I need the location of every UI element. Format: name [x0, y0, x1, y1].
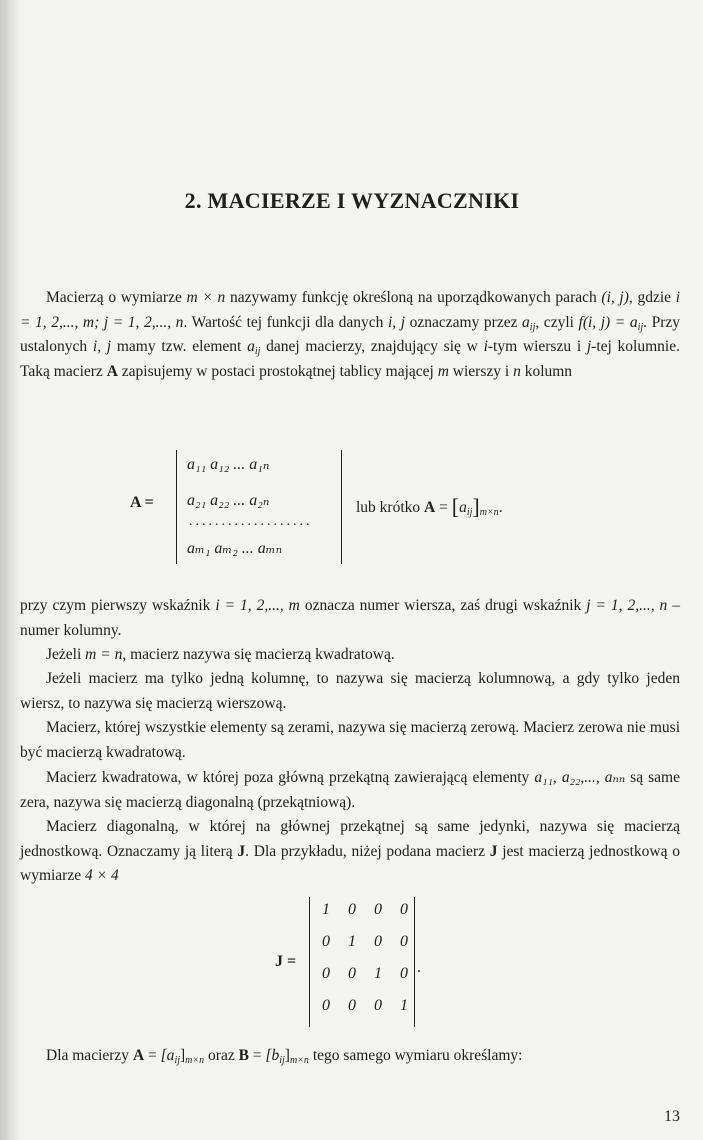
- math-sub: ij: [529, 321, 536, 333]
- matrix-a-row-2: a₂₁ a₂₂ ... a₂ₙ: [187, 492, 270, 509]
- text: =: [435, 499, 452, 516]
- matrix-j-row: 0 1 0 0: [322, 933, 415, 950]
- math-ij: i, j: [387, 313, 406, 331]
- scan-edge-shadow: [0, 0, 22, 1140]
- text: zapisujemy w postaci prostokątnej tablicy mającej: [117, 362, 438, 380]
- text: oznaczamy przez: [405, 313, 523, 331]
- text: oraz: [204, 1047, 239, 1064]
- math-b: [b: [265, 1047, 280, 1064]
- math-m-eq-n: m = n: [85, 646, 123, 663]
- matrix-j-row: 0 0 0 1: [322, 997, 415, 1014]
- matrix-j-row: 0 0 1 0: [322, 965, 415, 982]
- math-ij: i, j: [92, 338, 112, 356]
- text: -tym wierszu i: [487, 338, 587, 356]
- math-j-range: j = 1, 2,..., n: [586, 597, 668, 614]
- math-j: j: [586, 338, 592, 356]
- math-sub: ij: [637, 321, 644, 333]
- math-n: n: [513, 362, 521, 380]
- book-page: [20, 0, 684, 1140]
- math-fij: f(i, j) = a: [578, 313, 638, 331]
- math-sub: ij: [279, 1055, 285, 1066]
- math-sub: ij: [254, 346, 261, 358]
- math-dims-sub: m×n: [289, 1055, 309, 1066]
- matrix-j-row: 1 0 0 0: [322, 901, 415, 918]
- math-matrix-j: J: [489, 842, 498, 860]
- math-matrix-a: A: [424, 499, 436, 516]
- math-a: a: [459, 499, 467, 516]
- paragraph-identity: [20, 815, 680, 889]
- matrix-j-lhs: J =: [275, 953, 297, 970]
- text: danej macierzy, znajdujący się w: [260, 338, 484, 356]
- text: Jeżeli: [46, 646, 86, 663]
- math-a: a: [522, 313, 530, 331]
- bracket-open: [: [451, 494, 460, 519]
- text: oznacza numer wiersza, zaś drugi wskaźnik: [299, 597, 587, 614]
- math-matrix-a: A: [132, 1047, 145, 1064]
- text: . Przy ustalonych: [20, 313, 681, 356]
- text: lub krótko: [356, 499, 425, 516]
- text: =: [144, 1047, 161, 1064]
- paragraph-definition: [20, 286, 680, 384]
- math-i-range: i = 1, 2,..., m: [215, 597, 300, 614]
- matrix-j-display: [275, 897, 475, 1029]
- text: , czyli: [535, 313, 579, 331]
- paragraph-addition-intro: [20, 1044, 680, 1069]
- text: =: [248, 1047, 266, 1064]
- text: Macierz diagonalną, w której na głównej przekątnej są same jedynki, nazywa się macierzą jednostkową. Oznaczamy ją literą: [20, 818, 680, 860]
- math-dims: m × n: [186, 289, 226, 306]
- paragraph-square: [20, 643, 680, 668]
- math-a: [a: [160, 1047, 175, 1064]
- math-diagonal-elements: a₁₁, a₂₂,..., aₙₙ: [534, 769, 626, 786]
- text: . Dla przykładu, niżej podana macierz: [245, 842, 490, 860]
- paragraph-zero: Macierz, której wszystkie elementy są zerami, nazywa się macierzą zerową. Macierz zerowa nie musi być macierzą kwadratową.: [20, 719, 680, 761]
- math-dims: 4 × 4: [84, 867, 119, 885]
- text: tego samego wymiaru określamy:: [308, 1047, 523, 1064]
- text: wierszy i: [448, 362, 514, 380]
- matrix-a-row-1: a₁₁ a₁₂ ... a₁ₙ: [187, 456, 270, 473]
- text: . Wartość tej funkcji dla danych: [183, 313, 388, 331]
- text: mamy tzw. element: [111, 338, 248, 356]
- math-pair: (i, j): [601, 289, 629, 306]
- matrix-a-dots: ...................: [189, 514, 313, 529]
- page-number: 13: [664, 1108, 680, 1125]
- math-sub: ij: [466, 507, 473, 518]
- math-m: m: [437, 362, 449, 380]
- text: kolumn: [520, 362, 573, 380]
- matrix-a-lhs: A =: [130, 494, 154, 511]
- math-index-range: i = 1, 2,..., m; j = 1, 2,..., n: [20, 289, 681, 331]
- text: przy czym pierwszy wskaźnik: [20, 597, 216, 614]
- text: Macierzą o wymiarze: [46, 289, 187, 306]
- matrix-a-bars: [176, 450, 342, 564]
- paragraph-diagonal: [20, 766, 680, 815]
- text: jest macierzą jednostkową o wymiarze: [20, 842, 681, 885]
- text: , gdzie: [628, 289, 676, 306]
- math-dims-sub: m×n: [185, 1055, 205, 1066]
- bracket-close: ]: [472, 494, 480, 519]
- text: są same zera, nazywa się macierzą diagonalną (przekątniową).: [20, 769, 680, 811]
- text: -tej kolumnie. Taką macierz: [20, 338, 680, 380]
- chapter-title: 2. MACIERZE I WYZNACZNIKI: [184, 188, 520, 213]
- math-matrix-j: J: [237, 842, 246, 860]
- math-a: a: [247, 338, 255, 356]
- matrix-a-row-m: aₘ₁ aₘ₂ ... aₘₙ: [187, 540, 283, 557]
- math-dims-sub: m×n: [479, 507, 499, 518]
- math-i: i: [483, 338, 488, 356]
- text: .: [498, 499, 503, 516]
- text: , macierz nazywa się macierzą kwadratową.: [122, 646, 395, 663]
- bracket-close: ]: [180, 1047, 186, 1064]
- matrix-a-short-form: [356, 494, 503, 520]
- text: Macierz kwadratowa, w której poza główną przekątną zawierającą elementy: [46, 769, 535, 786]
- text: – numer kolumny.: [20, 597, 681, 639]
- paragraph-column-row: Jeżeli macierz ma tylko jedną kolumnę, to nazywa się macierzą kolumnową, a gdy tylko jeden wiersz, to nazywa się macierzą wierszową.: [20, 670, 680, 712]
- paragraph-indices: [20, 594, 680, 643]
- matrix-j-period: .: [417, 959, 421, 976]
- text: nazywamy funkcję określoną na uporządkowanych parach: [225, 289, 602, 306]
- bracket-close: ]: [284, 1047, 290, 1064]
- matrix-a-display: [130, 448, 610, 568]
- matrix-j-bars: [309, 897, 415, 1027]
- text: Dla macierzy: [46, 1047, 133, 1064]
- math-sub: ij: [174, 1055, 180, 1066]
- math-matrix-a: A: [106, 362, 118, 380]
- math-matrix-b: B: [238, 1047, 249, 1064]
